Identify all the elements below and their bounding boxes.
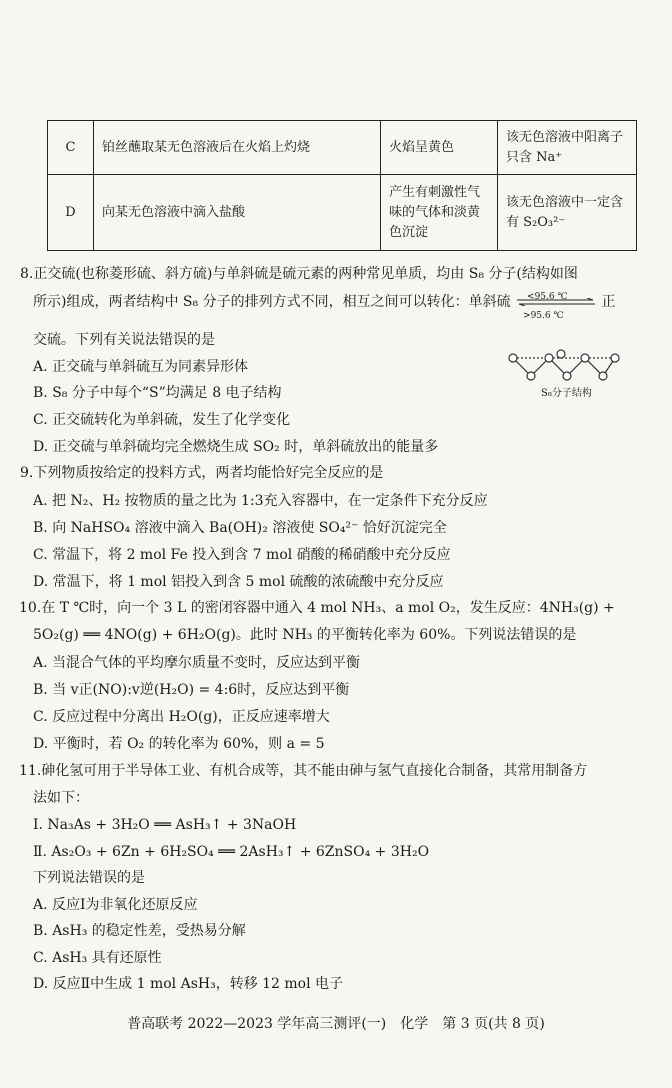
q11-line1: 11.砷化氢可用于半导体工业、有机合成等，其不能由砷与氢气直接化合制备，其常用制备方	[19, 763, 588, 779]
q8-line2b: 正	[601, 294, 616, 310]
q8-option-c: C. 正交硫转化为单斜硫，发生了化学变化	[33, 412, 291, 428]
q8-option-d: D. 正交硫与单斜硫均完全燃烧生成 SO₂ 时，单斜硫放出的能量多	[33, 439, 439, 455]
row-conclusion: 该无色溶液中一定含有 S₂O₃²⁻	[498, 175, 637, 251]
q9-option-c: C. 常温下，将 2 mol Fe 投入到含 7 mol 硝酸的稀硝酸中充分反应	[33, 547, 451, 563]
experiment-table	[47, 120, 637, 251]
s8-structure-figure	[503, 346, 621, 404]
q8-line3: 交硫。下列有关说法错误的是	[33, 332, 215, 348]
row-conclusion: 该无色溶液中阳离子只含 Na⁺	[498, 121, 637, 175]
arrow-top-label: <95.6 ℃	[527, 292, 568, 302]
q8-option-a: A. 正交硫与单斜硫互为同素异形体	[33, 359, 249, 375]
q11-option-c: C. AsH₃ 具有还原性	[33, 950, 162, 966]
q10-option-d: D. 平衡时，若 O₂ 的转化率为 60%，则 a = 5	[33, 736, 325, 752]
q9-option-a: A. 把 N₂、H₂ 按物质的量之比为 1:3充入容器中，在一定条件下充分反应	[33, 493, 488, 509]
q11-equation-2: Ⅱ. As₂O₃ + 6Zn + 6H₂SO₄ ══ 2AsH₃↑ + 6ZnSO₄ + 3H₂O	[33, 844, 430, 860]
q9-option-d: D. 常温下，将 1 mol 铝投入到含 5 mol 硫酸的浓硫酸中充分反应	[33, 574, 444, 590]
q8-line1: 8.正交硫(也称菱形硫、斜方硫)与单斜硫是硫元素的两种常见单质，均由 S₈ 分子(结构如图	[20, 266, 578, 282]
q11-stem: 下列说法错误的是	[33, 870, 145, 886]
q11-option-b: B. AsH₃ 的稳定性差，受热易分解	[33, 923, 246, 939]
row-label: C	[48, 121, 94, 175]
q8-option-b: B. S₈ 分子中每个“S”均满足 8 电子结构	[33, 385, 282, 401]
figure-caption: S₈分子结构	[541, 388, 592, 399]
q11-equation-1: Ⅰ. Na₃As + 3H₂O ══ AsH₃↑ + 3NaOH	[33, 817, 297, 833]
q10-option-a: A. 当混合气体的平均摩尔质量不变时，反应达到平衡	[33, 655, 361, 671]
equilibrium-arrow	[515, 292, 597, 321]
q10-line2: 5O₂(g) ══ 4NO(g) + 6H₂O(g)。此时 NH₃ 的平衡转化率为 60%。下列说法错误的是	[33, 627, 577, 643]
q10-option-c: C. 反应过程中分离出 H₂O(g)，正反应速率增大	[33, 709, 330, 725]
q11-option-a: A. 反应Ⅰ为非氧化还原反应	[33, 897, 198, 913]
q9-option-b: B. 向 NaHSO₄ 溶液中滴入 Ba(OH)₂ 溶液使 SO₄²⁻ 恰好沉淀完全	[33, 520, 447, 536]
row-operation: 铂丝蘸取某无色溶液后在火焰上灼烧	[94, 121, 381, 175]
q10-option-b: B. 当 v正(NO):v逆(H₂O) = 4:6时，反应达到平衡	[33, 682, 350, 698]
q8-line2a: 所示)组成，两者结构中 S₈ 分子的排列方式不同，相互之间可以转化：单斜硫	[33, 294, 511, 310]
table-row	[48, 121, 637, 175]
s8-molecule-icon	[503, 346, 621, 386]
row-label: D	[48, 175, 94, 251]
table-row	[48, 175, 637, 251]
q9-stem: 9.下列物质按给定的投料方式，两者均能恰好完全反应的是	[20, 465, 384, 481]
q11-option-d: D. 反应Ⅱ中生成 1 mol AsH₃，转移 12 mol 电子	[33, 976, 344, 992]
row-phenomenon: 产生有刺激性气味的气体和淡黄色沉淀	[381, 175, 498, 251]
q8-line2	[33, 292, 616, 321]
row-operation: 向某无色溶液中滴入盐酸	[94, 175, 381, 251]
double-arrow-icon	[515, 298, 597, 306]
row-phenomenon: 火焰呈黄色	[381, 121, 498, 175]
q11-line2: 法如下：	[33, 790, 89, 806]
q10-line1: 10.在 T ℃时，向一个 3 L 的密闭容器中通入 4 mol NH₃、a mol O₂，发生反应：4NH₃(g) +	[19, 600, 615, 616]
page-footer: 普高联考 2022—2023 学年高三测评(一) 化学 第 3 页(共 8 页)	[127, 1016, 545, 1032]
arrow-bottom-label: >95.6 ℃	[523, 311, 564, 321]
